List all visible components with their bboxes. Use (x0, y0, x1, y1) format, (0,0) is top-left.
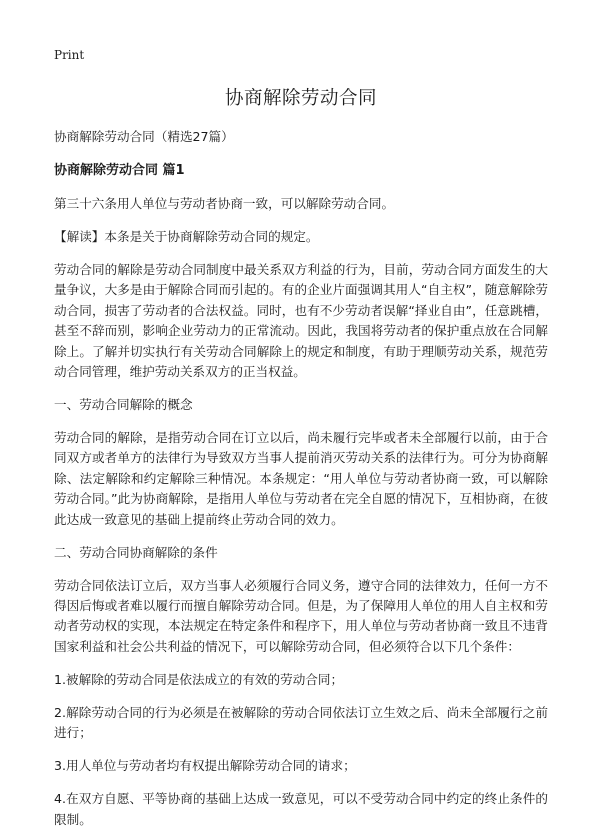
paragraph-article: 第三十六条用人单位与劳动者协商一致，可以解除劳动合同。 (54, 196, 395, 211)
subheading-concept: 一、劳动合同解除的概念 (54, 397, 193, 413)
subheading-conditions: 二、劳动合同协商解除的条件 (54, 544, 218, 560)
condition-item-1: 1.被解除的劳动合同是依法成立的有效的劳动合同； (54, 671, 344, 687)
condition-item-2: 2.解除劳动合同的行为必须是在被解除的劳动合同依法订立生效之后、尚未全部履行之前进行； (54, 704, 548, 741)
paragraph-concept: 劳动合同的解除，是指劳动合同在订立以后，尚未履行完毕或者未全部履行以前，由于合同双方或者单方的法律行为导致双方当事人提前消灭劳动关系的法律行为。可分为协商解除、法定解除和约定解除三种情况。本条规定：“用人单位与劳动者协商一致，可以解除劳动合同。”此为协商解除，是指用人单位与劳动者在完全自愿的情况下，互相协商，在彼此达成一致意见的基础上提前终止劳动合同的效力。 (54, 430, 548, 527)
paragraph-interpretation: 【解读】本条是关于协商解除劳动合同的规定。 (54, 229, 319, 244)
paragraph-conditions: 劳动合同依法订立后，双方当事人必须履行合同义务，遵守合同的法律效力，任何一方不得因后悔或者难以履行而擅自解除劳动合同。但是，为了保障用人单位的用人自主权和劳动者劳动权的实现，本法规定在特定条件和程序下，用人单位与劳动者协商一致且不违背国家利益和社会公共利益的情况下，可以解除劳动合同，但必须符合以下几个条件： (54, 577, 548, 654)
print-link[interactable]: Print (54, 48, 85, 62)
condition-item-4: 4.在双方自愿、平等协商的基础上达成一致意见，可以不受劳动合同中约定的终止条件的限制。 (54, 791, 548, 827)
condition-item-3: 3.用人单位与劳动者均有权提出解除劳动合同的请求； (54, 758, 356, 774)
paragraph-intro: 劳动合同的解除是劳动合同制度中最关系双方利益的行为，目前，劳动合同方面发生的大量争议，大多是由于解除合同而引起的。有的企业片面强调其用人“自主权”，随意解除劳动合同，损害了劳动者的合法权益。同时，也有不少劳动者误解“择业自由”，任意跳槽，甚至不辞而别，影响企业劳动力的正常流动。因此，我国将劳动者的保护重点放在合同解除上。了解并切实执行有关劳动合同解除上的规定和制度，有助于理顺劳动关系，规范劳动合同管理，维护劳动关系双方的正当权益。 (54, 262, 548, 380)
document-subtitle: 协商解除劳动合同（精选27篇） (54, 129, 234, 144)
page-title: 协商解除劳动合同 (224, 88, 377, 109)
section-heading: 协商解除劳动合同 篇1 (54, 163, 185, 178)
